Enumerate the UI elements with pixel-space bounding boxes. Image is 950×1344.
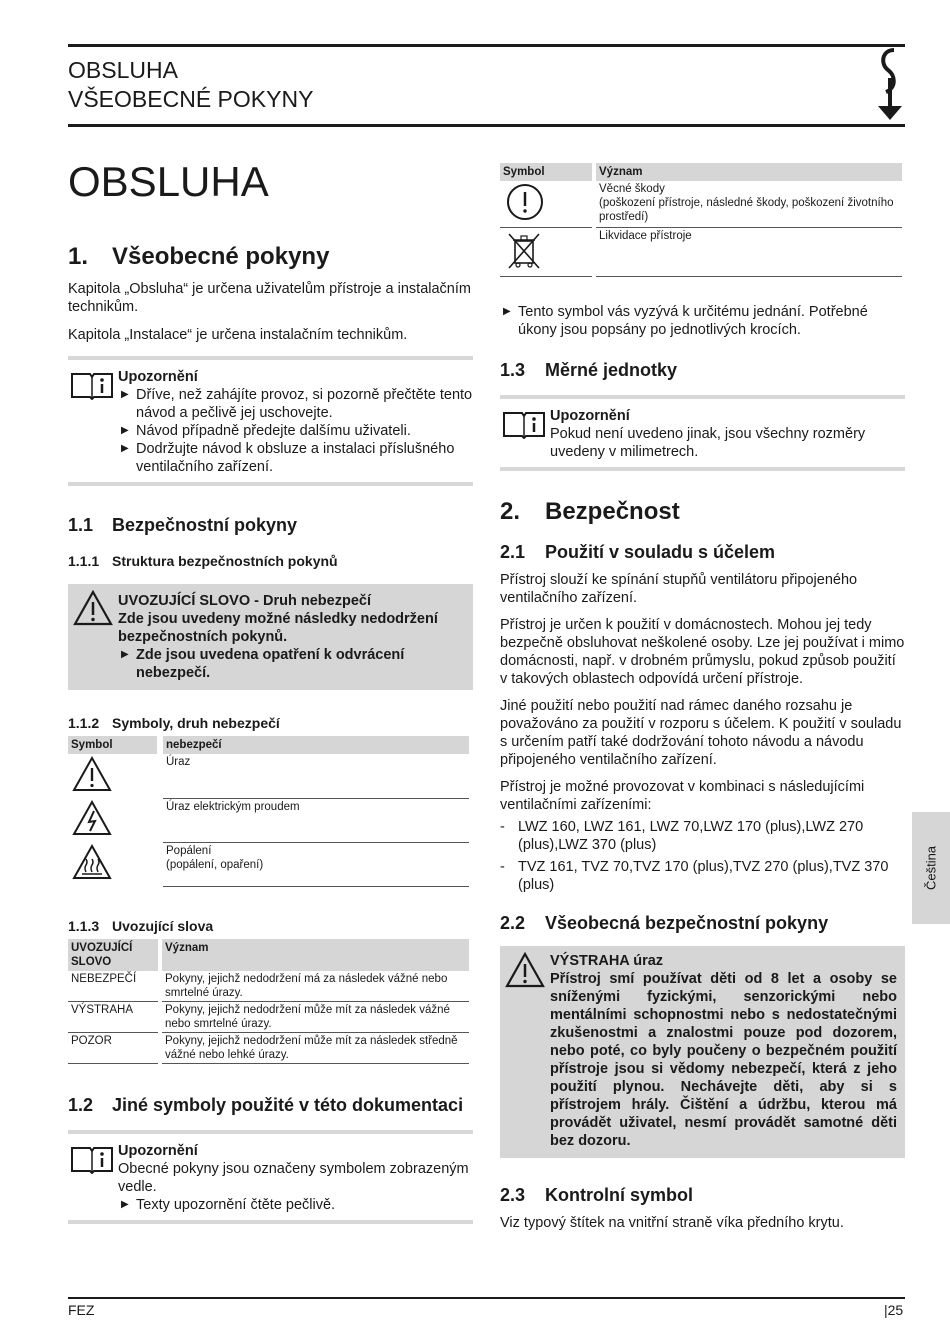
section-1-1-heading — [68, 514, 473, 536]
table-cell: Pokyny, jejichž nedodržení může mít za následek vážné nebo smrtelné úrazy. — [160, 1001, 469, 1032]
paragraph: Jiné použití nebo použití nad rámec daného rozsahu je považováno za použití v rozporu s účelem. K použití v souladu s určením patří také dodržování tohoto návodu a návodu připojeného ventilačního zařízení. — [500, 698, 902, 768]
table-cell — [500, 181, 594, 228]
table-row — [68, 798, 469, 842]
section-title: Bezpečnost — [545, 498, 680, 525]
table-cell: NEBEZPEČÍ — [68, 971, 160, 1002]
footer-rule — [68, 1297, 905, 1299]
section-1-1-3-heading — [68, 917, 473, 935]
section-number: 1.3 — [500, 360, 526, 380]
section-2-3-heading — [500, 1184, 905, 1206]
table-cell: Likvidace přístroje — [594, 228, 902, 277]
header-line-1: OBSLUHA — [68, 57, 178, 83]
header-rule-top — [68, 44, 905, 47]
paragraph: Přístroj je možné provozovat v kombinaci s následujícími ventilačními zařízeními: — [500, 779, 865, 813]
book-info-icon — [70, 370, 114, 400]
table-cell: Pokyny, jejichž nedodržení má za následek vážné nebo smrtelné úrazy. — [160, 971, 469, 1002]
section-title: Všeobecné pokyny — [112, 243, 330, 270]
note-item: ▶ Dříve, než zahájíte provoz, si pozorně přečtěte tento návod a pečlivě jej uschovejte. — [118, 386, 473, 422]
section-number: 1. — [68, 243, 89, 270]
note-body: Obecné pokyny jsou označeny symbolem zobrazeným vedle. — [118, 1160, 469, 1195]
table-row — [500, 228, 902, 277]
note-box — [68, 1130, 473, 1224]
paragraph: Kapitola „Obsluha“ je určena uživatelům přístroje a instalačním technikům. — [68, 281, 471, 315]
header-line-2: VŠEOBECNÉ POKYNY — [68, 86, 314, 112]
table-cell — [68, 842, 160, 886]
warning-body: Zde jsou uvedeny možné následky nedodržení bezpečnostních pokynů. — [118, 611, 438, 645]
section-title: Bezpečnostní pokyny — [112, 515, 298, 535]
warning-body: Přístroj smí používat děti od 8 let a osoby se sníženými fyzickými, senzorickými nebo mentálními schopnostmi nebo s nedostatečnými zkušenostmi a znalostmi pouze pod dozorem, nebo poté, co byly poučeny o bezpečném použití přístroje jsou si vědomy nebezpečí, která z jeho použití plynou. Nechávejte děti, aby si s přístrojem hrály. Čištění a údržbu, kterou má provádět uživatel, nesmí provádět samotné děti bez dozoru. — [550, 971, 897, 1149]
page-title: OBSLUHA — [68, 158, 269, 205]
table-header: Význam — [594, 163, 902, 181]
section-title: Jiné symboly použité v této dokumentaci — [112, 1094, 464, 1115]
section-title: Všeobecná bezpečnostní pokyny — [545, 913, 829, 933]
crossed-bin-icon — [503, 229, 545, 271]
table-row — [68, 842, 469, 886]
list-item: - TVZ 161, TVZ 70,TVZ 170 (plus),TVZ 270 (plus),TVZ 370 (plus) — [500, 858, 905, 894]
warning-box — [68, 584, 473, 690]
header-line: UVOZUJÍCÍ — [71, 941, 133, 954]
table-cell — [594, 181, 902, 228]
table-cell — [68, 798, 160, 842]
table-cell: Úraz elektrickým proudem — [160, 798, 469, 842]
section-number: 1.1.2 — [68, 715, 100, 731]
table-row — [68, 754, 469, 798]
footer-product: FEZ — [68, 1302, 95, 1318]
section-2-2-heading — [500, 912, 905, 934]
action-instruction: ▶ Tento symbol vás vyzývá k určitému jednání. Potřebné úkony jsou popsány po jednotlivých krocích. — [500, 303, 905, 339]
right-column — [500, 163, 905, 1232]
book-info-icon — [70, 1144, 114, 1174]
header-rule-bottom — [68, 124, 905, 127]
table-cell: POZOR — [68, 1032, 160, 1063]
hazard-symbol-table — [68, 736, 469, 887]
warning-triangle-icon — [505, 952, 545, 988]
note-title: Upozornění — [118, 1142, 198, 1159]
section-title: Použití v souladu s účelem — [545, 542, 776, 562]
section-number: 1.1.1 — [68, 553, 100, 569]
note-title: Upozornění — [550, 408, 630, 424]
language-tab-label: Čeština — [923, 845, 939, 891]
cell-line: (poškození přístroje, následné škody, poškození životního prostředí) — [599, 197, 894, 223]
note-item: ▶ Texty upozornění čtěte pečlivě. — [118, 1196, 473, 1214]
header-title — [68, 56, 313, 114]
section-title: Kontrolní symbol — [545, 1185, 693, 1205]
paragraph: Přístroj je určen k použití v domácnostech. Mohou jej tedy bezpečně obsluhovat neškolené osoby. Lze jej používat i mimo domácnosti, např. v drobném průmyslu, pokud způsob použití v takových oblastech odpovídá určení přístroje. — [500, 617, 905, 687]
list-item: - LWZ 160, LWZ 161, LWZ 70,LWZ 170 (plus),LWZ 270 (plus),LWZ 370 (plus) — [500, 818, 905, 854]
section-number: 2.3 — [500, 1185, 526, 1205]
table-cell: VÝSTRAHA — [68, 1001, 160, 1032]
table-row — [68, 971, 469, 1002]
table-header: Význam — [160, 939, 469, 971]
table-row — [500, 181, 902, 228]
cell-line: Popálení — [166, 844, 212, 857]
section-2-1-heading — [500, 541, 905, 563]
section-title: Měrné jednotky — [545, 360, 678, 380]
left-column — [68, 158, 473, 1224]
section-number: 1.2 — [68, 1094, 94, 1115]
table-cell — [500, 228, 594, 277]
paragraph: Viz typový štítek na vnitřní straně víka předního krytu. — [500, 1215, 844, 1231]
electric-shock-icon — [71, 799, 113, 837]
table-header: Symbol — [68, 736, 160, 754]
note-item: ▶ Dodržujte návod k obsluze a instalaci příslušného ventilačního zařízení. — [118, 440, 473, 476]
warning-triangle-icon — [71, 755, 113, 793]
table-header: nebezpečí — [160, 736, 469, 754]
section-2-heading — [500, 497, 905, 527]
table-cell — [160, 842, 469, 886]
signal-words-table — [68, 939, 469, 1064]
note-title: Upozornění — [118, 369, 198, 385]
section-1-1-2-heading — [68, 714, 473, 732]
cell-line: Věcné škody — [599, 183, 665, 195]
table-cell — [68, 754, 160, 798]
language-tab — [912, 812, 950, 924]
symbol-meaning-table — [500, 163, 902, 277]
section-1-2-heading — [68, 1094, 473, 1116]
note-item: ▶ Návod případně předejte dalšímu uživateli. — [118, 422, 473, 440]
table-cell: Pokyny, jejichž nedodržení může mít za následek středně vážné nebo lehké úrazy. — [160, 1032, 469, 1063]
note-box — [500, 395, 905, 471]
cell-line: (popálení, opaření) — [166, 858, 264, 871]
paragraph: Kapitola „Instalace“ je určena instalačním technikům. — [68, 327, 408, 343]
section-title: Uvozující slova — [112, 917, 214, 934]
table-cell: Úraz — [160, 754, 469, 798]
hot-surface-icon — [71, 843, 113, 881]
table-row — [68, 1032, 469, 1063]
page-number: |25 — [884, 1302, 904, 1318]
book-info-icon — [502, 409, 546, 439]
table-row — [68, 1001, 469, 1032]
stiebel-logo-icon — [874, 48, 906, 122]
section-title: Struktura bezpečnostních pokynů — [112, 553, 338, 569]
note-body: Pokud není uvedeno jinak, jsou všechny rozměry uvedeny v milimetrech. — [550, 426, 866, 460]
warning-triangle-icon — [73, 590, 113, 626]
note-box — [68, 356, 473, 486]
section-number: 1.1 — [68, 515, 94, 535]
exclamation-circle-icon — [505, 182, 545, 222]
warning-box — [500, 946, 905, 1158]
section-1-1-1-heading — [68, 552, 473, 570]
header-line: SLOVO — [71, 955, 112, 968]
section-number: 2.2 — [500, 913, 526, 933]
paragraph: Přístroj slouží ke spínání stupňů ventilátoru připojeného ventilačního zařízení. — [500, 572, 858, 606]
section-number: 1.1.3 — [68, 917, 100, 934]
section-1-3-heading — [500, 359, 905, 381]
section-number: 2.1 — [500, 542, 526, 562]
section-title: Symboly, druh nebezpečí — [112, 715, 280, 731]
warning-title: UVOZUJÍCÍ SLOVO - Druh nebezpečí — [118, 593, 371, 609]
warning-item: ▶ Zde jsou uvedena opatření k odvrácení nebezpečí. — [118, 646, 465, 682]
table-header: Symbol — [500, 163, 594, 181]
table-header — [68, 939, 160, 971]
section-number: 2. — [500, 498, 521, 525]
warning-title: VÝSTRAHA úraz — [550, 953, 664, 969]
section-1-heading — [68, 242, 473, 272]
